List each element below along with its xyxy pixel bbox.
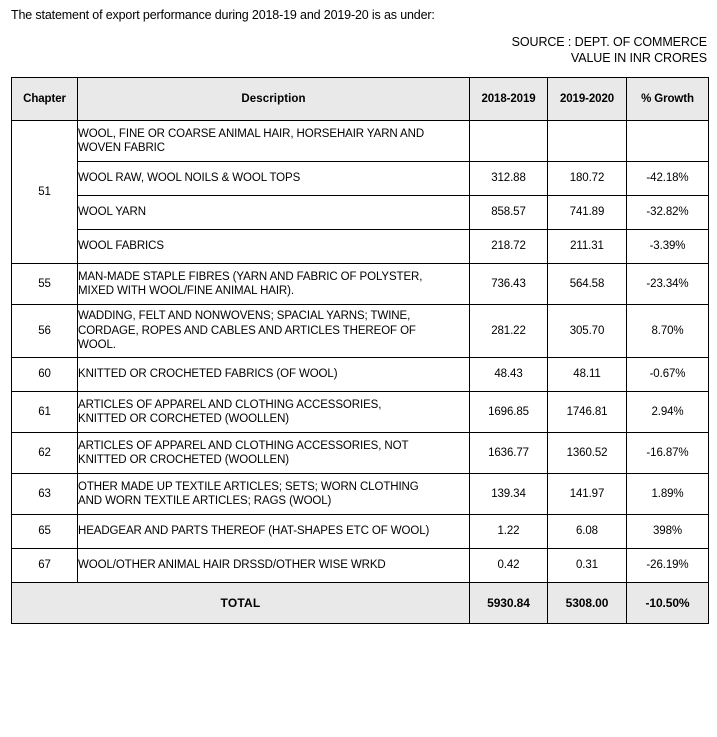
description-line: AND WORN TEXTILE ARTICLES; RAGS (WOOL)	[78, 495, 332, 507]
table-row	[12, 196, 709, 230]
year2-cell: 1746.81	[548, 392, 627, 433]
year1-cell: 312.88	[470, 162, 548, 196]
chapter-cell: 63	[12, 474, 78, 515]
table-row	[12, 474, 709, 515]
description-line: MAN-MADE STAPLE FIBRES (YARN AND FABRIC OF POLYSTER,	[78, 270, 423, 283]
growth-cell: 398%	[627, 515, 709, 549]
chapter-cell: 51	[12, 121, 78, 264]
export-performance-table	[11, 77, 709, 624]
description-line: WOOL RAW, WOOL NOILS & WOOL TOPS	[78, 172, 301, 185]
description-line: KNITTED OR CROCHETED FABRICS (OF WOOL)	[78, 368, 338, 381]
year1-cell: 281.22	[470, 305, 548, 358]
description-line: WOOL, FINE OR COARSE ANIMAL HAIR, HORSEHAIR YARN AND	[78, 127, 425, 140]
chapter-cell: 62	[12, 433, 78, 474]
table-row	[12, 515, 709, 549]
description-cell	[78, 358, 470, 392]
growth-cell: 8.70%	[627, 305, 709, 358]
description-line: ARTICLES OF APPAREL AND CLOTHING ACCESSORIES, NOT	[78, 439, 409, 452]
description-line: OTHER MADE UP TEXTILE ARTICLES; SETS; WORN CLOTHING	[78, 480, 419, 493]
growth-cell	[627, 121, 709, 162]
description-cell	[78, 515, 470, 549]
total-label: TOTAL	[12, 583, 470, 624]
chapter-cell: 60	[12, 358, 78, 392]
table-row	[12, 305, 709, 358]
table-row	[12, 230, 709, 264]
source-block	[11, 34, 708, 66]
chapter-cell: 61	[12, 392, 78, 433]
year2-cell: 141.97	[548, 474, 627, 515]
year2-cell: 741.89	[548, 196, 627, 230]
chapter-cell: 67	[12, 549, 78, 583]
column-header-chapter: Chapter	[12, 78, 78, 121]
description-line: KNITTED OR CROCHETED (WOOLLEN)	[78, 454, 290, 466]
intro-text: The statement of export performance during 2018-19 and 2019-20 is as under:	[11, 8, 435, 22]
growth-cell: -42.18%	[627, 162, 709, 196]
year2-cell: 6.08	[548, 515, 627, 549]
description-cell	[78, 264, 470, 305]
year1-cell	[470, 121, 548, 162]
year1-cell: 858.57	[470, 196, 548, 230]
year2-cell: 48.11	[548, 358, 627, 392]
description-line: ARTICLES OF APPAREL AND CLOTHING ACCESSORIES,	[78, 398, 382, 411]
description-cell	[78, 121, 470, 162]
description-cell	[78, 196, 470, 230]
description-cell	[78, 392, 470, 433]
growth-cell: -3.39%	[627, 230, 709, 264]
table-row	[12, 121, 709, 162]
year1-cell: 139.34	[470, 474, 548, 515]
column-header-year1: 2018-2019	[470, 78, 548, 121]
description-cell	[78, 305, 470, 358]
year2-cell: 211.31	[548, 230, 627, 264]
year2-cell: 1360.52	[548, 433, 627, 474]
chapter-cell: 56	[12, 305, 78, 358]
value-unit-line: VALUE IN INR CRORES	[570, 51, 707, 65]
column-header-growth: % Growth	[627, 78, 709, 121]
growth-cell: -32.82%	[627, 196, 709, 230]
chapter-cell: 55	[12, 264, 78, 305]
column-header-description: Description	[78, 78, 470, 121]
growth-cell: 2.94%	[627, 392, 709, 433]
table-row	[12, 549, 709, 583]
column-header-year2: 2019-2020	[548, 78, 627, 121]
description-line: WOOL FABRICS	[78, 240, 164, 253]
table-row	[12, 392, 709, 433]
table-row	[12, 433, 709, 474]
growth-cell: 1.89%	[627, 474, 709, 515]
year2-cell: 0.31	[548, 549, 627, 583]
header-row	[12, 78, 709, 121]
year1-cell: 218.72	[470, 230, 548, 264]
description-cell	[78, 230, 470, 264]
total-growth-value: -10.50%	[627, 583, 709, 624]
year2-cell	[548, 121, 627, 162]
description-line: CORDAGE, ROPES AND CABLES AND ARTICLES THEREOF OF	[78, 324, 416, 337]
year1-cell: 48.43	[470, 358, 548, 392]
year2-cell: 305.70	[548, 305, 627, 358]
source-line: SOURCE : DEPT. OF COMMERCE	[511, 35, 707, 49]
description-line: MIXED WITH WOOL/FINE ANIMAL HAIR).	[78, 285, 294, 297]
description-line: WOOL.	[78, 339, 116, 352]
description-cell	[78, 162, 470, 196]
description-line: HEADGEAR AND PARTS THEREOF (HAT-SHAPES ETC OF WOOL)	[78, 525, 430, 538]
growth-cell: -16.87%	[627, 433, 709, 474]
table-header	[12, 78, 709, 121]
year2-cell: 564.58	[548, 264, 627, 305]
description-cell	[78, 549, 470, 583]
chapter-cell: 65	[12, 515, 78, 549]
year1-cell: 1636.77	[470, 433, 548, 474]
total-row	[12, 583, 709, 624]
total-year2-value: 5308.00	[548, 583, 627, 624]
total-year1-value: 5930.84	[470, 583, 548, 624]
year2-cell: 180.72	[548, 162, 627, 196]
description-cell	[78, 474, 470, 515]
growth-cell: -26.19%	[627, 549, 709, 583]
year1-cell: 1696.85	[470, 392, 548, 433]
table-row	[12, 162, 709, 196]
table-row	[12, 264, 709, 305]
description-line: WOVEN FABRIC	[78, 142, 165, 154]
table-row	[12, 358, 709, 392]
description-line: KNITTED OR CORCHETED (WOOLLEN)	[78, 413, 290, 425]
description-line: WOOL YARN	[78, 206, 146, 219]
year1-cell: 736.43	[470, 264, 548, 305]
growth-cell: -23.34%	[627, 264, 709, 305]
table-body	[12, 121, 709, 583]
table-footer	[12, 583, 709, 624]
description-line: WADDING, FELT AND NONWOVENS; SPACIAL YARNS; TWINE,	[78, 310, 411, 323]
growth-cell: -0.67%	[627, 358, 709, 392]
year1-cell: 0.42	[470, 549, 548, 583]
description-line: WOOL/OTHER ANIMAL HAIR DRSSD/OTHER WISE WRKD	[78, 559, 386, 572]
year1-cell: 1.22	[470, 515, 548, 549]
description-cell	[78, 433, 470, 474]
